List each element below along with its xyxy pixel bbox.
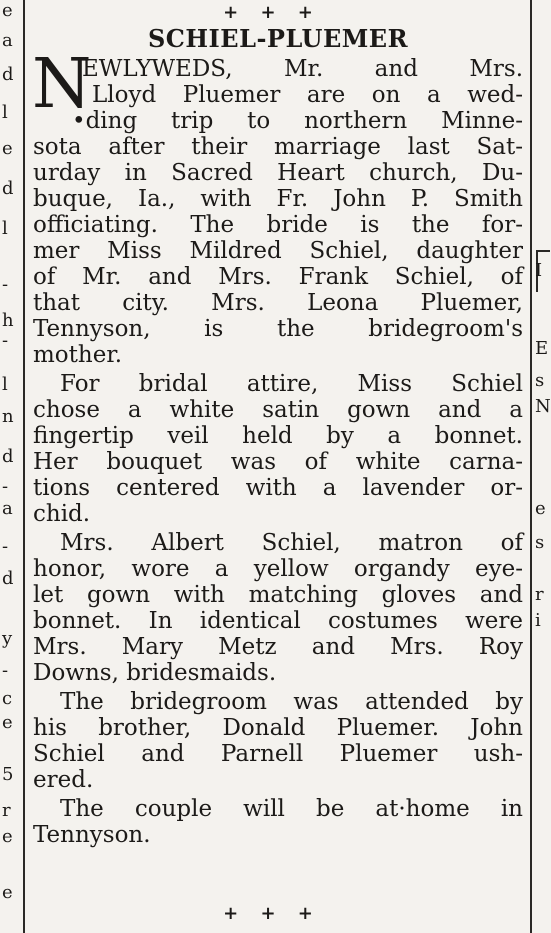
body-line: chid. — [33, 501, 91, 527]
body-line: buque, Ia., with Fr. John P. Smith — [33, 186, 523, 212]
body-line: The bridegroom was attended by — [60, 689, 523, 715]
body-line: For bridal attire, Miss Schiel — [60, 371, 523, 397]
body-line: let gown with matching gloves and — [33, 582, 523, 608]
body-line: Her bouquet was of white carna- — [33, 449, 523, 475]
body-line: The couple will be at·home in — [60, 796, 523, 822]
left-fragment: e — [2, 0, 13, 21]
body-line: honor, wore a yellow organdy eye- — [33, 556, 523, 582]
left-fragment: a — [2, 498, 13, 519]
right-fragment: s — [535, 370, 545, 391]
left-fragment: d — [2, 446, 14, 467]
body-line: that city. Mrs. Leona Pluemer, — [33, 290, 523, 316]
left-fragment: d — [2, 568, 14, 589]
left-fragment: d — [2, 178, 14, 199]
left-fragment: a — [2, 30, 13, 51]
left-fragment: l — [2, 218, 8, 239]
body-line: bonnet. In identical costumes were — [33, 608, 523, 634]
body-line: Tennyson, is the bridegroom's — [33, 316, 523, 342]
body-line: Mrs. Albert Schiel, matron of — [60, 530, 523, 556]
body-line: Schiel and Parnell Pluemer ush- — [33, 741, 523, 767]
left-fragment: - — [2, 274, 9, 295]
left-fragment: c — [2, 688, 13, 709]
body-line: mother. — [33, 342, 123, 368]
left-fragment: d — [2, 64, 14, 85]
body-line: Lloyd Pluemer are on a wed- — [92, 82, 523, 108]
article-headline: SCHIEL-PLUEMER — [147, 24, 409, 53]
left-fragment: n — [2, 406, 14, 427]
left-fragment: - — [2, 660, 9, 681]
left-fragment: - — [2, 476, 9, 497]
right-fragment: I — [535, 260, 543, 281]
body-line: •ding trip to northern Minne- — [72, 108, 523, 134]
body-line: Tennyson. — [33, 822, 151, 848]
body-line: tions centered with a lavender or- — [33, 475, 523, 501]
bottom-ornament: + + + — [223, 903, 321, 924]
right-fragment: r — [535, 584, 544, 605]
left-column-rule — [23, 0, 25, 933]
top-ornament: + + + — [223, 2, 321, 23]
left-fragment: - — [2, 536, 9, 557]
left-fragment: h — [2, 310, 14, 331]
body-line: mer Miss Mildred Schiel, daughter — [33, 238, 523, 264]
body-line: sota after their marriage last Sat- — [33, 134, 523, 160]
right-fragment: N — [535, 396, 551, 417]
body-line: ered. — [33, 767, 94, 793]
body-line: urday in Sacred Heart church, Du- — [33, 160, 523, 186]
right-fragment: e — [535, 498, 546, 519]
left-fragment: l — [2, 102, 8, 123]
left-fragment: e — [2, 882, 13, 903]
right-column-rule — [530, 0, 532, 933]
left-fragment: 5 — [2, 764, 14, 785]
body-line: fingertip veil held by a bonnet. — [33, 423, 523, 449]
right-fragment: s — [535, 532, 545, 553]
body-line: of Mr. and Mrs. Frank Schiel, of — [33, 264, 523, 290]
left-fragment: e — [2, 712, 13, 733]
body-line: Mrs. Mary Metz and Mrs. Roy — [33, 634, 523, 660]
left-fragment: r — [2, 800, 11, 821]
drop-cap-letter: N — [32, 45, 92, 124]
left-fragment: e — [2, 138, 13, 159]
left-fragment: e — [2, 826, 13, 847]
body-line: chose a white satin gown and a — [33, 397, 523, 423]
right-fragment: E — [535, 338, 549, 359]
left-fragment: l — [2, 374, 8, 395]
left-fragment: y — [2, 628, 13, 649]
left-fragment: - — [2, 330, 9, 351]
right-fragment: i — [535, 610, 541, 631]
body-line: officiating. The bride is the for- — [33, 212, 523, 238]
body-line: his brother, Donald Pluemer. John — [33, 715, 523, 741]
body-line: Downs, bridesmaids. — [33, 660, 277, 686]
body-line: EWLYWEDS, Mr. and Mrs. — [82, 56, 523, 82]
